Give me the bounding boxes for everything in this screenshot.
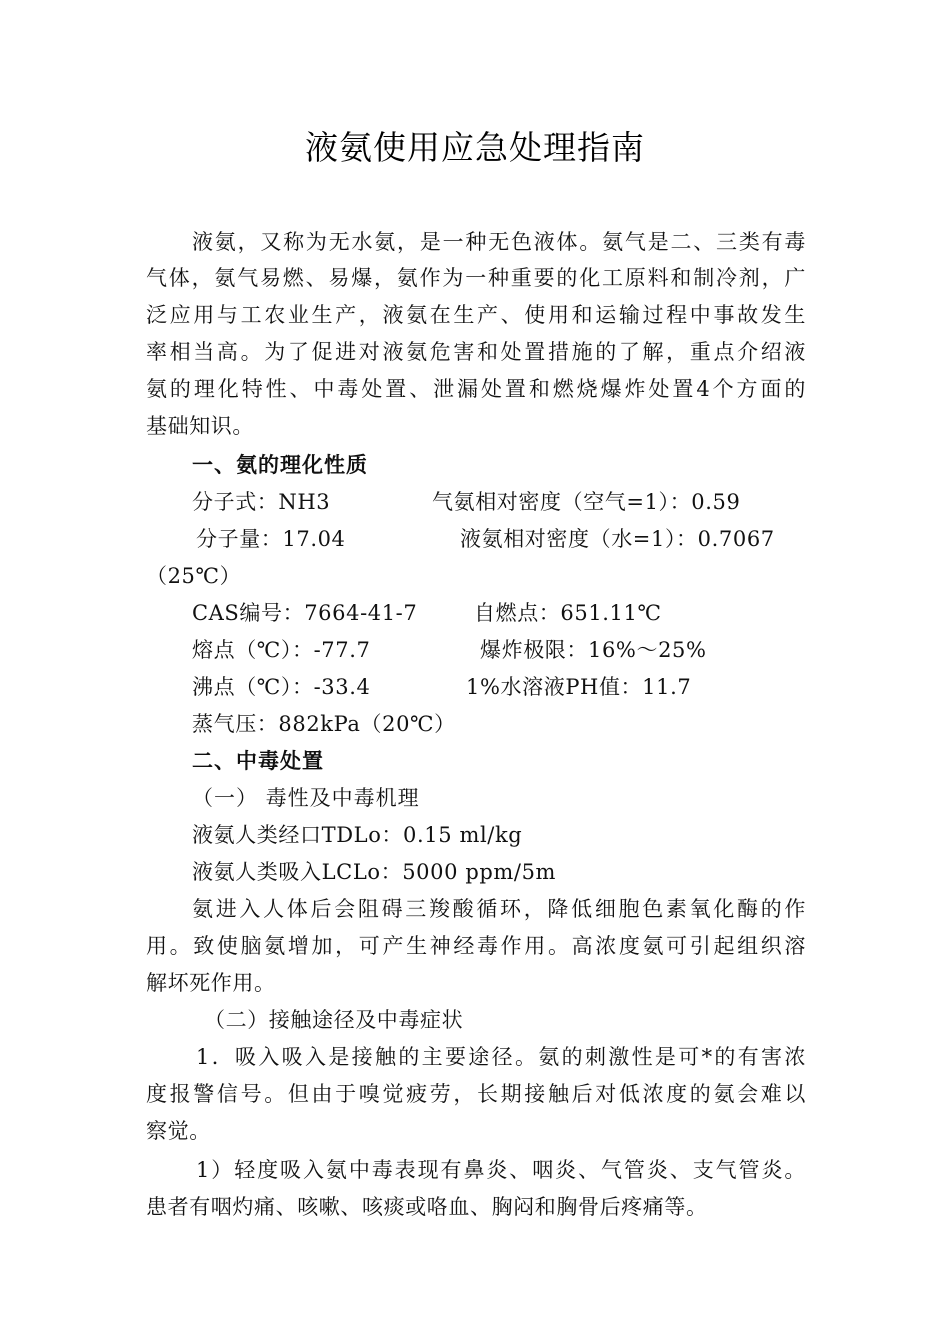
subsection-1-heading: （一） 毒性及中毒机理 — [192, 786, 420, 810]
prop-boiling: 沸点（℃）：-33.4 — [192, 675, 371, 699]
prop-autoignition: 自燃点：651.11℃ — [474, 601, 662, 625]
mechanism-line-2: 用。致使脑氨增加，可产生神经毒作用。高浓度氨可引起组织溶 — [146, 934, 806, 958]
prop-explosion: 爆炸极限：16%～25% — [480, 638, 707, 662]
intro-line-2: 气体，氨气易燃、易爆，氨作为一种重要的化工原料和制冷剂，广 — [146, 266, 806, 290]
subsection-2-heading: （二）接触途径及中毒症状 — [204, 1008, 464, 1032]
prop-vapor: 蒸气压：882kPa（20℃） — [192, 712, 456, 736]
prop-mol-weight: 分子量：17.04 — [196, 527, 346, 551]
prop-cas: CAS编号：7664-41-7 — [192, 601, 418, 625]
mild-poisoning-line-1: 1）轻度吸入氨中毒表现有鼻炎、咽炎、气管炎、支气管炎。 — [196, 1158, 806, 1182]
prop-formula: 分子式：NH3 — [192, 490, 331, 514]
prop-liquid-density-cont: （25℃） — [146, 564, 242, 588]
intro-line-6: 基础知识。 — [146, 414, 254, 438]
intro-line-3: 泛应用与工农业生产，液氨在生产、使用和运输过程中事故发生 — [146, 303, 806, 327]
inhalation-line-2: 度报警信号。但由于嗅觉疲劳，长期接触后对低浓度的氨会难以 — [146, 1082, 806, 1106]
prop-liquid-density: 液氨相对密度（水=1）：0.7067 — [460, 527, 775, 551]
inhalation-line-3: 察觉。 — [146, 1119, 211, 1143]
inhalation-line-1: 1．吸入吸入是接触的主要途径。氨的刺激性是可*的有害浓 — [196, 1045, 806, 1069]
prop-melting: 熔点（℃）：-77.7 — [192, 638, 371, 662]
intro-line-5: 氨的理化特性、中毒处置、泄漏处置和燃烧爆炸处置4个方面的 — [146, 377, 806, 401]
document-title: 液氨使用应急处理指南 — [305, 128, 645, 167]
mechanism-line-1: 氨进入人体后会阻碍三羧酸循环，降低细胞色素氧化酶的作 — [192, 897, 806, 921]
toxicity-tdlo: 液氨人类经口TDLo：0.15 ml/kg — [192, 823, 523, 847]
prop-gas-density: 气氨相对密度（空气=1）：0.59 — [432, 490, 741, 514]
toxicity-lclo: 液氨人类吸入LCLo：5000 ppm/5m — [192, 860, 557, 884]
intro-line-1: 液氨，又称为无水氨，是一种无色液体。氨气是二、三类有毒 — [192, 230, 806, 254]
section-1-heading: 一、氨的理化性质 — [192, 453, 368, 477]
prop-ph: 1%水溶液PH值：11.7 — [466, 675, 692, 699]
intro-line-4: 率相当高。为了促进对液氨危害和处置措施的了解，重点介绍液 — [146, 340, 806, 364]
mild-poisoning-line-2: 患者有咽灼痛、咳嗽、咳痰或咯血、胸闷和胸骨后疼痛等。 — [146, 1195, 708, 1219]
section-2-heading: 二、中毒处置 — [192, 749, 324, 773]
mechanism-line-3: 解坏死作用。 — [146, 971, 276, 995]
